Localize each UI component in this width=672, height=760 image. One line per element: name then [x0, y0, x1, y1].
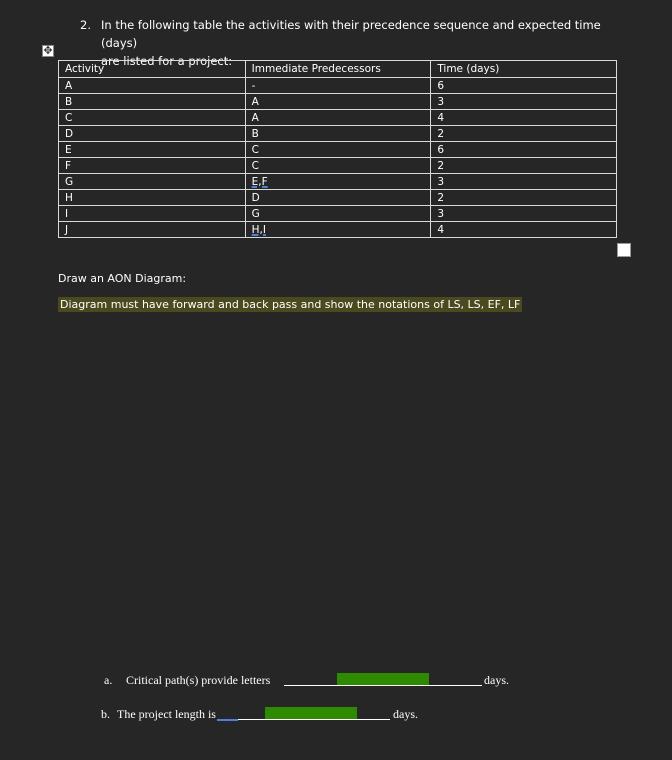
answer-b-label: The project length is	[117, 707, 216, 721]
cell-activity: A	[59, 78, 246, 94]
cell-activity: H	[59, 190, 246, 206]
cell-predecessors: B	[245, 126, 431, 142]
cell-activity: B	[59, 94, 246, 110]
table-move-handle-icon[interactable]: ✥	[43, 44, 53, 57]
cell-activity: I	[59, 206, 246, 222]
spellcheck-underline	[217, 719, 238, 721]
cell-predecessors: A	[245, 110, 431, 126]
cell-time: 6	[431, 142, 617, 158]
cell-predecessors: C	[245, 142, 431, 158]
cell-predecessors	[245, 174, 431, 190]
table-resize-handle[interactable]	[617, 243, 631, 257]
table-header-row	[59, 61, 617, 78]
cell-predecessors: -	[245, 78, 431, 94]
spellcheck-underlined-text: H,I	[251, 223, 266, 236]
question-line-1: In the following table the activities with their precedence sequence and expected time (days)	[101, 18, 601, 50]
header-time: Time (days)	[431, 61, 617, 78]
table-row	[59, 126, 617, 142]
cell-time: 3	[431, 94, 617, 110]
answer-a-blank-line	[284, 685, 482, 686]
cell-activity: F	[59, 158, 246, 174]
diagram-requirement	[58, 298, 522, 311]
answer-b-field[interactable]	[265, 707, 357, 719]
cell-predecessors: G	[245, 206, 431, 222]
cell-activity: J	[59, 222, 246, 238]
cell-activity: E	[59, 142, 246, 158]
answer-b-unit: days.	[393, 707, 418, 721]
cell-time: 2	[431, 158, 617, 174]
answer-a-field[interactable]	[337, 673, 429, 685]
answer-a-marker: a.	[104, 673, 113, 687]
cell-time: 2	[431, 190, 617, 206]
cell-predecessors: D	[245, 190, 431, 206]
table-row	[59, 78, 617, 94]
table-row	[59, 222, 617, 238]
table-row	[59, 206, 617, 222]
highlighted-requirement: Diagram must have forward and back pass and show the notations of LS, LS, EF, LF	[60, 298, 521, 311]
cell-time: 3	[431, 206, 617, 222]
cell-activity: D	[59, 126, 246, 142]
table-row	[59, 110, 617, 126]
cell-predecessors: A	[245, 94, 431, 110]
cell-predecessors	[245, 222, 431, 238]
answer-b-marker: b.	[101, 707, 110, 721]
cell-time: 4	[431, 110, 617, 126]
cell-activity: C	[59, 110, 246, 126]
answer-a-label: Critical path(s) provide letters	[126, 673, 271, 687]
header-predecessors: Immediate Predecessors	[245, 61, 431, 78]
cell-time: 3	[431, 174, 617, 190]
answer-b-blank-line	[238, 719, 390, 720]
table-row	[59, 142, 617, 158]
cell-time: 4	[431, 222, 617, 238]
draw-instruction: Draw an AON Diagram:	[58, 272, 187, 285]
table-row	[59, 94, 617, 110]
cell-activity: G	[59, 174, 246, 190]
cell-time: 2	[431, 126, 617, 142]
table-row	[59, 158, 617, 174]
spellcheck-underlined-text: E,F	[251, 175, 268, 188]
answer-a-unit: days.	[484, 673, 509, 687]
cell-time: 6	[431, 78, 617, 94]
header-activity: Activity	[59, 61, 246, 78]
activity-table	[58, 60, 617, 238]
question-number: 2.	[80, 18, 91, 32]
table-row	[59, 190, 617, 206]
cell-predecessors: C	[245, 158, 431, 174]
question-line-2: are listed for a project:	[101, 54, 233, 68]
table-row	[59, 174, 617, 190]
